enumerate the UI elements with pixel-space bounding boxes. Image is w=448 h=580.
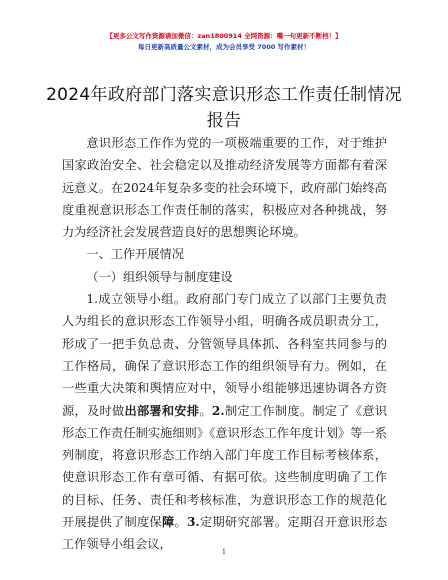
promo-line-2: 每日更新高质量公文素材，成为会员享受 7000 写作素材！ xyxy=(137,43,311,51)
item-2-number: 2. xyxy=(211,403,225,418)
page-number: 1 xyxy=(221,548,227,556)
subsection-heading-1: （一）组织领导与制度建设 xyxy=(86,269,233,284)
item-2-text: 制定工作制度。制定了《意识形态工作责任制实施细则》《意识形态工作年度计划》等一系列制度，将意识形态工作纳入部门年度工作目标考核体系，使意识形态工作有章可循、有据可依。这些制度明确了工作的目标、任务、责任和考核标准，为意识形态工作的规范化开展提供了制度保 xyxy=(62,403,388,530)
promo-line-1: 【更多公文写作资源请加微信：zan1800914 全网资源：嘴一句更新不断档！】 xyxy=(106,32,342,40)
promo-header xyxy=(0,31,448,53)
document-title: 2024年政府部门落实意识形态工作责任制情况报告 xyxy=(46,85,402,131)
intro-paragraph: 意识形态工作作为党的一项极端重要的工作，对于维护国家政治安全、社会稳定以及推动经济发展等方面都有着深远意义。在2024年复杂多变的社会环境下，政府部门始终高度重视意识形态工作责任制的落实，积极应对各种挑战，努力为经济社会发展营造良好的思想舆论环境。 xyxy=(62,136,387,240)
item-3-number: 3. xyxy=(186,515,200,530)
item-2-bold: 障 xyxy=(161,515,175,530)
item-1-text: 成立领导小组。政府部门专门成立了以部门主要负责人为组长的意识形态工作领导小组，明确各成员职责分工，形成了一把手负总责、分管领导具体抓、各科室共同参与的工作格局，确保了意识形态工作的组织领导有力。例如，在一些重大决策和舆情应对中，领导小组能够迅速协调各方资源，及时做 xyxy=(62,292,387,418)
section-heading-1: 一、工作开展情况 xyxy=(86,247,184,262)
item-1-end: 。 xyxy=(199,403,212,418)
item-1-number: 1. xyxy=(86,292,99,307)
item-3-text: 定期研究部署。定期召开意识形态工作领导小组会议， xyxy=(62,515,388,552)
item-1-bold: 出部署和安排 xyxy=(124,403,200,418)
document-body xyxy=(62,132,387,556)
item-2-end: 。 xyxy=(174,515,187,530)
paragraph-item-1 xyxy=(62,288,387,556)
